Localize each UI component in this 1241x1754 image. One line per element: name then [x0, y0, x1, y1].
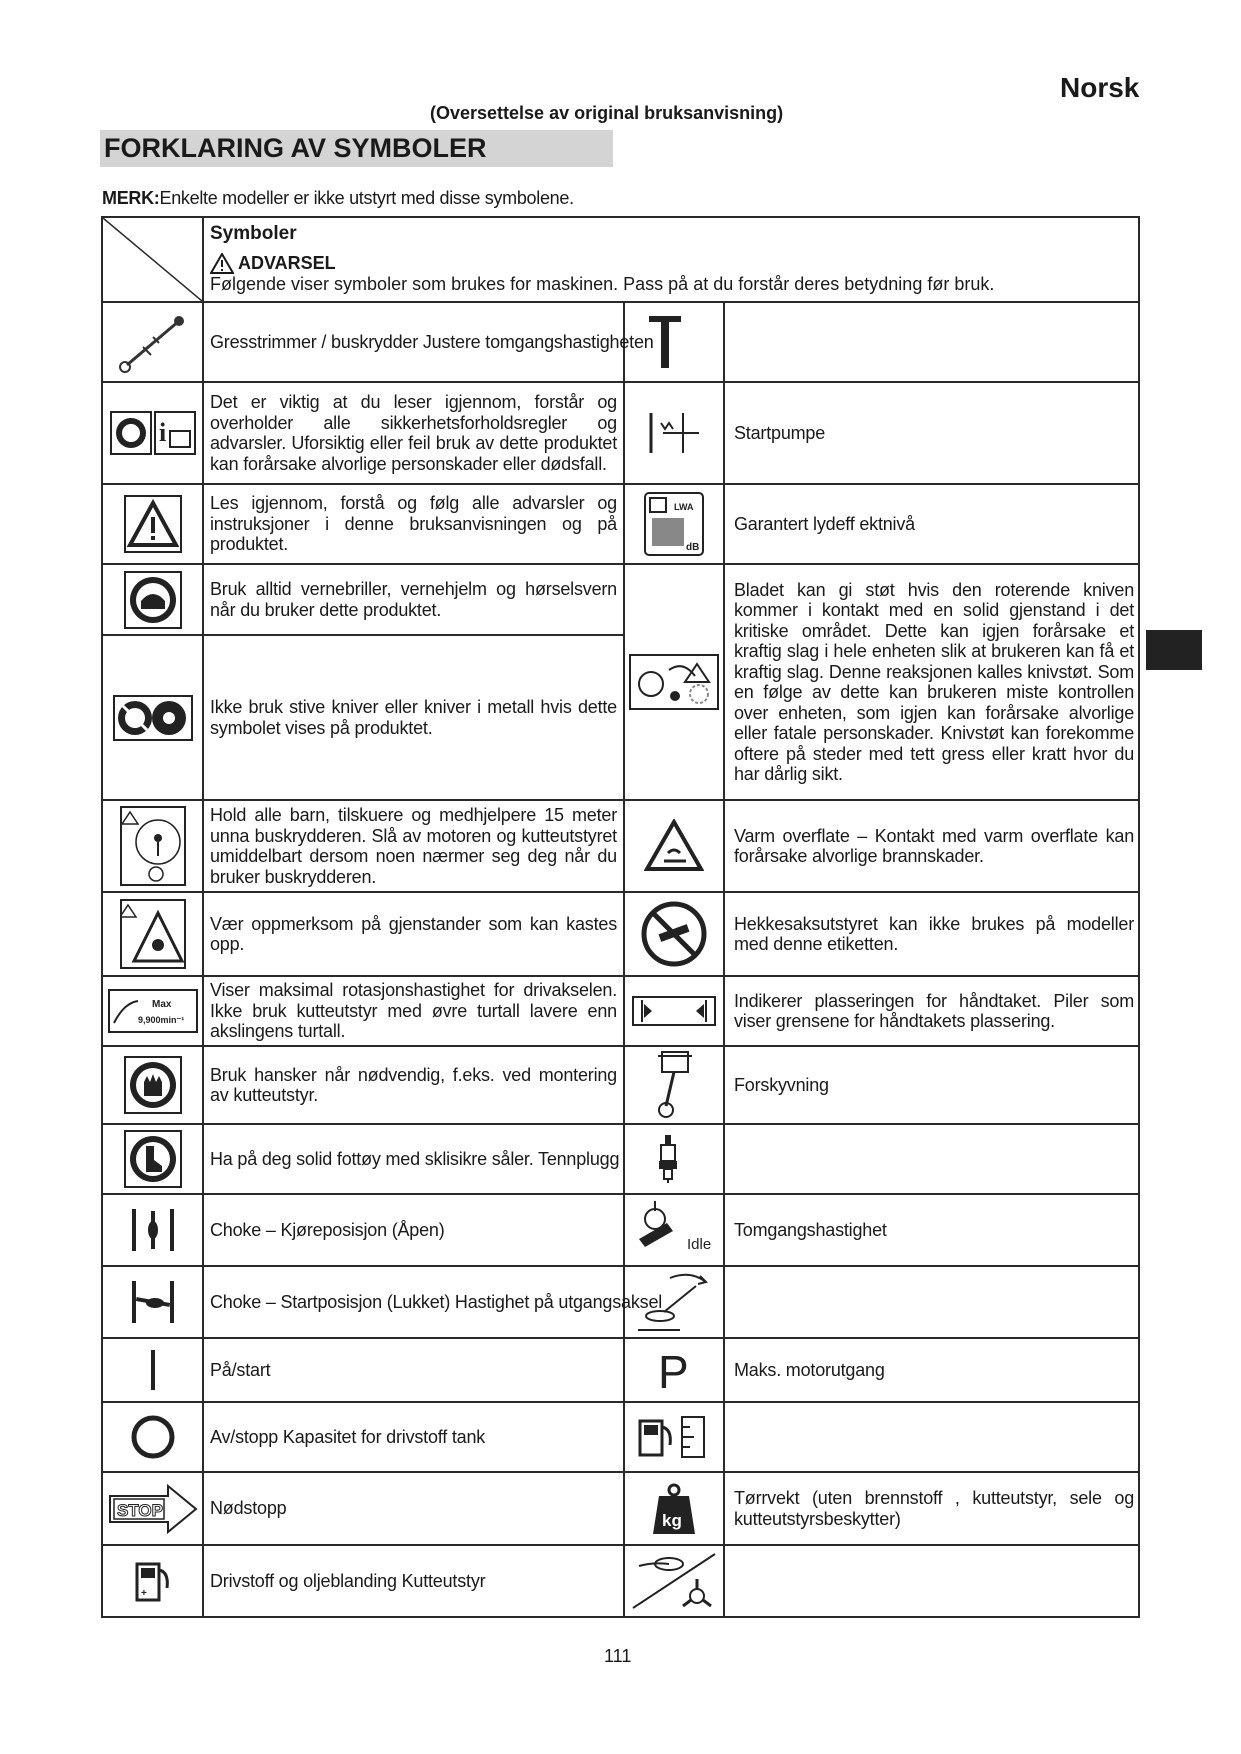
row-text-right: Tomgangshastighet [724, 1194, 1139, 1266]
on-start-icon [102, 1338, 203, 1402]
thrown-objects-icon [102, 892, 203, 976]
table-row [102, 1046, 1139, 1124]
table-row [102, 217, 1139, 302]
emergency-stop-icon [102, 1472, 203, 1545]
svg-text:+: + [140, 1588, 147, 1599]
row-text: Vær oppmerksom på gjenstander som kan kastes opp. [203, 892, 624, 976]
diagonal-line [103, 218, 202, 301]
max-speed-icon [102, 976, 203, 1046]
dry-weight-icon [624, 1472, 724, 1545]
row-text-right [724, 1545, 1139, 1617]
warning-label: ADVARSEL [210, 253, 1132, 274]
header-cell [203, 217, 1139, 302]
row-text: Bruk hansker når nødvendig, f.eks. ved montering av kutteutstyr. [203, 1046, 624, 1124]
lwa-label: LWA [674, 502, 694, 512]
displacement-icon [624, 1046, 724, 1124]
table-row [102, 302, 1139, 382]
primer-pump-icon [624, 382, 724, 484]
kg-label: kg [662, 1510, 682, 1530]
table-row [102, 1266, 1139, 1338]
row-text-right: Varm overflate – Kontakt med varm overflate kan forårsake alvorlige brannskader. [724, 800, 1139, 892]
row-text-right: Maks. motorutgang [724, 1338, 1139, 1402]
note [102, 188, 574, 209]
subtitle: (Oversettelse av original bruksanvisning) [430, 103, 784, 123]
row-text-right [724, 1124, 1139, 1194]
rpm-label: 9,900min⁻¹ [137, 1015, 184, 1025]
hot-surface-icon [624, 800, 724, 892]
svg-text:i: i [158, 418, 166, 447]
row-text: Nødstopp [203, 1472, 624, 1545]
header-intro: Følgende viser symboler som brukes for maskinen. Pass på at du forstår deres betydning før bruk. [210, 273, 995, 294]
row-text: Ikke bruk stive kniver eller kniver i metall hvis dette symbolet vises på produktet. [203, 635, 624, 800]
db-label: dB [686, 542, 700, 553]
safety-boots-icon [102, 1124, 203, 1194]
off-stop-icon [102, 1402, 203, 1472]
fuel-oil-mix-icon [102, 1545, 203, 1617]
row-text-right [724, 1402, 1139, 1472]
row-text: Gresstrimmer / buskrydder Justere tomgangshastigheten [203, 302, 624, 382]
row-text: Hold alle barn, tilskuere og medhjelpere 15 meter unna buskrydderen. Slå av motoren og kutteutstyret umiddelbart dersom noen nærmer seg deg når du bruker buskrydderen. [203, 800, 624, 892]
keep-distance-icon [102, 800, 203, 892]
trimmer-icon [102, 302, 203, 382]
handle-position-icon [624, 976, 724, 1046]
max-power-icon [624, 1338, 724, 1402]
row-text: Choke – Kjøreposisjon (Åpen) [203, 1194, 624, 1266]
no-hedge-trimmer-icon [624, 892, 724, 976]
table-row [102, 892, 1139, 976]
cutting-attachment-icon [624, 1545, 724, 1617]
row-text: Viser maksimal rotasjonshastighet for drivakselen. Ikke bruk kutteutstyr med øvre turtall lavere enn akslingens turtall. [203, 976, 624, 1046]
idle-label: Idle [687, 1236, 712, 1253]
spark-plug-icon [624, 1124, 724, 1194]
table-row [102, 382, 1139, 484]
table-row [102, 1124, 1139, 1194]
symbols-table [101, 216, 1140, 1618]
table-row [102, 800, 1139, 892]
kickback-icon [624, 564, 724, 800]
row-text-right: Garantert lydeff ektnivå [724, 484, 1139, 564]
row-text-right: Hekkesaksutstyret kan ikke brukes på modeller med denne etiketten. [724, 892, 1139, 976]
idle-speed-icon [624, 1194, 724, 1266]
row-text: Det er viktig at du leser igjennom, forstår og overholder alle sikkerhetsforholdsregler og advarsler. Uforsiktig eller feil bruk av dette produktet kan forårsake alvorlige personskader eller dødsfall. [203, 382, 624, 484]
stop-label: STOP [116, 1500, 163, 1520]
row-text: Les igjennom, forstå og følg alle advarsler og instruksjoner i denne bruksanvisningen og på produktet. [203, 484, 624, 564]
language-label: Norsk [1060, 72, 1140, 103]
row-text-right: Startpumpe [724, 382, 1139, 484]
gloves-icon [102, 1046, 203, 1124]
table-row [102, 1545, 1139, 1617]
table-row [102, 484, 1139, 564]
note-text: Enkelte modeller er ikke utstyrt med disse symbolene. [159, 188, 574, 208]
sound-level-icon [624, 484, 724, 564]
eye-head-ear-protection-icon [102, 564, 203, 635]
symbols-title: Symboler [210, 223, 297, 244]
page-heading: FORKLARING AV SYMBOLER [100, 130, 613, 167]
row-text: Drivstoff og oljeblanding Kutteutstyr [203, 1545, 624, 1617]
max-label: Max [151, 999, 171, 1010]
row-text: Av/stopp Kapasitet for drivstoff tank [203, 1402, 624, 1472]
read-manual-icon [102, 382, 203, 484]
table-row [102, 1402, 1139, 1472]
fuel-tank-capacity-icon [624, 1402, 724, 1472]
warning-triangle-icon [102, 484, 203, 564]
power-label: P [658, 1346, 689, 1394]
row-text-right: Forskyvning [724, 1046, 1139, 1124]
table-row [102, 1472, 1139, 1545]
row-text: På/start [203, 1338, 624, 1402]
row-text-right: Indikerer plasseringen for håndtaket. Piler som viser grensene for håndtakets plassering. [724, 976, 1139, 1046]
row-text-right [724, 1266, 1139, 1338]
choke-closed-icon [102, 1266, 203, 1338]
table-row [102, 976, 1139, 1046]
warning-triangle-small-icon [210, 253, 234, 274]
table-row [102, 564, 1139, 635]
note-label: MERK: [102, 188, 160, 208]
diagonal-header-cell [102, 217, 203, 302]
choke-open-icon [102, 1194, 203, 1266]
row-text: Choke – Startposisjon (Lukket) Hastighet på utgangsaksel [203, 1266, 624, 1338]
table-row [102, 1194, 1139, 1266]
side-tab-marker [1146, 630, 1202, 670]
row-text: Bruk alltid vernebriller, vernehjelm og hørselsvern når du bruker dette produktet. [203, 564, 624, 635]
page-number: 111 [604, 1646, 632, 1666]
row-text: Ha på deg solid fottøy med sklisikre såler. Tennplugg [203, 1124, 624, 1194]
no-metal-blade-icon [102, 635, 203, 800]
table-row [102, 1338, 1139, 1402]
row-text-right: Tørrvekt (uten brennstoff , kutteutstyr, sele og kutteutstyrsbeskytter) [724, 1472, 1139, 1545]
row-text-right: Bladet kan gi støt hvis den roterende kniven kommer i kontakt med en solid gjenstand i det kritiske området. Dette kan igjen forårsake et kraftig slag i hele enheten slik at brukeren kan få et kraftig slag. Denne reaksjonen kalles knivstøt. Som en følge av dette kan brukeren miste kontrollen over enheten, som igjen kan forårsake alvorlige eller fatale personskader. Knivstøt kan forekomme oftere på steder med tett gress eller kratt hvor du har dårlig sikt. [724, 564, 1139, 800]
row-text-right [724, 302, 1139, 382]
